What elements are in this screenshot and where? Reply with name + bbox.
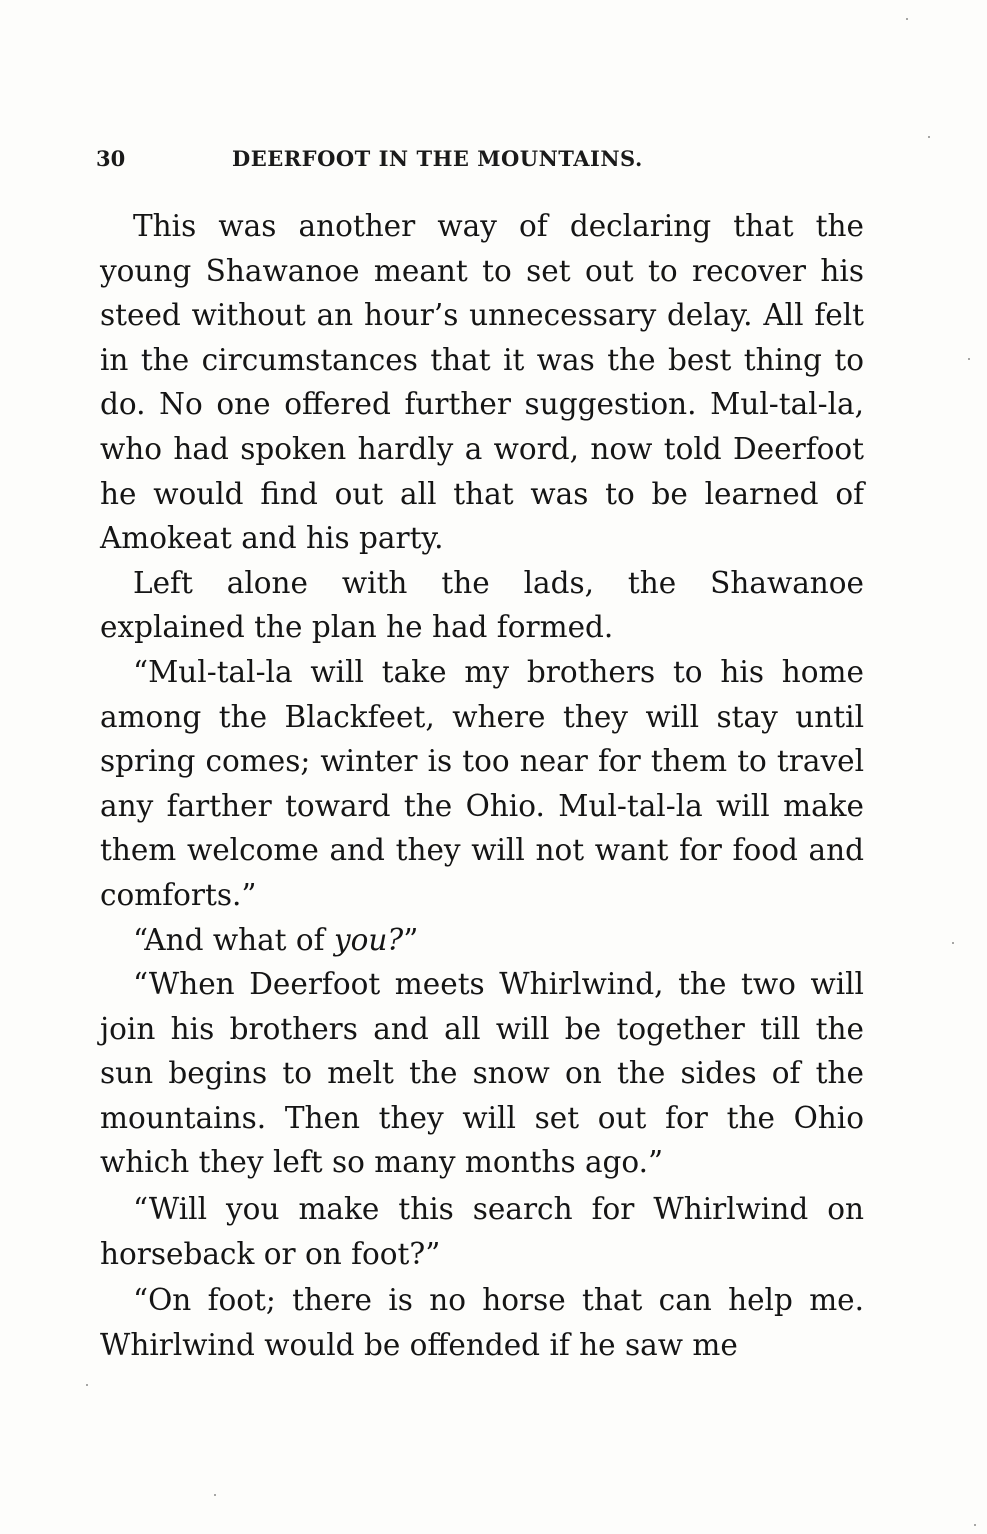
body-text bbox=[100, 204, 864, 1367]
paragraph-text: “And what of bbox=[133, 922, 334, 957]
paragraph-text: ” bbox=[403, 922, 419, 957]
page-number: 30 bbox=[96, 146, 126, 171]
running-head-title: DEERFOOT IN THE MOUNTAINS. bbox=[232, 146, 643, 171]
emphasized-text: you? bbox=[333, 922, 404, 957]
running-head bbox=[96, 146, 866, 174]
scan-speck bbox=[952, 942, 954, 944]
scan-speck bbox=[86, 1384, 88, 1386]
scan-speck bbox=[968, 358, 970, 360]
paragraph: “Will you make this search for Whirlwind on horseback or on foot?” bbox=[100, 1192, 864, 1271]
scan-speck bbox=[928, 136, 930, 138]
paragraph: “When Deerfoot meets Whirlwind, the two will join his brothers and all will be together till the sun begins to melt the snow on the sides of the mountains. Then they will set out for the Ohio which they left so many months ago.” bbox=[100, 967, 864, 1180]
paragraph: “Mul-tal-la will take my brothers to his home among the Blackfeet, where they will stay until spring comes; winter is too near for them to travel any farther toward the Ohio. Mul-tal-la will make them welcome and they will not want for food and comforts.” bbox=[100, 654, 864, 912]
paragraph: This was another way of declaring that the young Shawanoe meant to set out to recover his steed without an hour’s unnecessary delay. All felt in the circumstances that it was the best thing to do. No one offered further suggestion. Mul-tal-la, who had spoken hardly a word, now told Deerfoot he would find out all that was to be learned of Amokeat and his party. bbox=[100, 209, 864, 556]
paragraph: “On foot; there is no horse that can help me. Whirlwind would be offended if he saw me bbox=[100, 1283, 864, 1362]
paragraph bbox=[100, 918, 864, 963]
scan-speck bbox=[214, 1494, 216, 1496]
paragraph: Left alone with the lads, the Shawanoe explained the plan he had formed. bbox=[100, 565, 864, 645]
scan-speck bbox=[906, 18, 908, 20]
scan-speck bbox=[974, 1524, 976, 1526]
